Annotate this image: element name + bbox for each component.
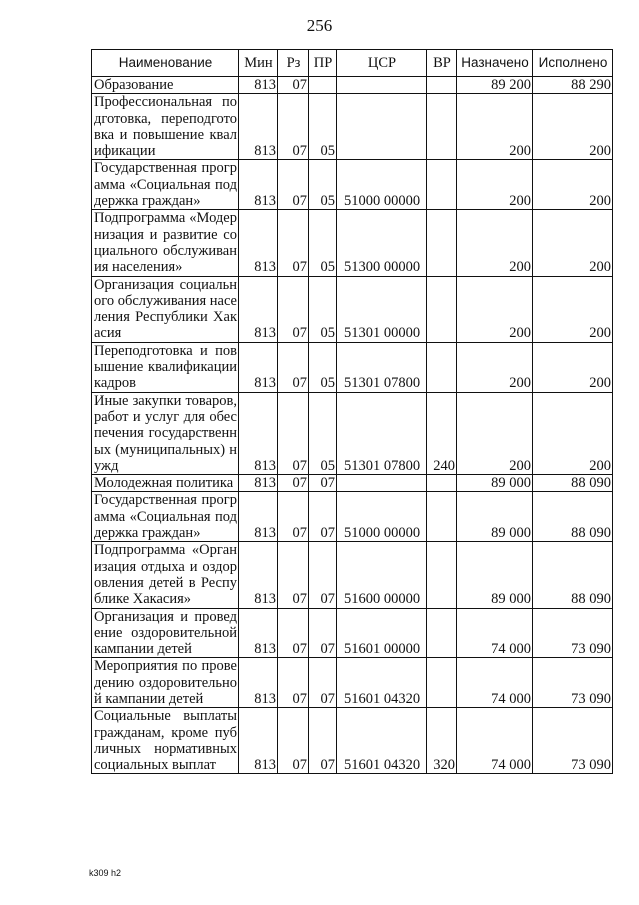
cell-executed: 88 090 — [533, 475, 613, 492]
cell-csr: 51000 00000 — [337, 492, 427, 542]
cell-rz: 07 — [278, 475, 309, 492]
column-header-name: Наименование — [92, 50, 239, 77]
footer-code: k309 h2 — [89, 868, 122, 878]
cell-csr — [337, 475, 427, 492]
cell-name: Молодежная политика — [92, 475, 239, 492]
cell-vr — [427, 210, 457, 276]
column-header-executed: Исполнено — [533, 50, 613, 77]
cell-assigned: 74 000 — [457, 708, 533, 774]
cell-assigned: 200 — [457, 342, 533, 392]
cell-rz: 07 — [278, 392, 309, 474]
cell-executed: 88 090 — [533, 492, 613, 542]
cell-min: 813 — [239, 542, 278, 608]
cell-pr: 05 — [309, 94, 337, 160]
cell-min: 813 — [239, 392, 278, 474]
cell-rz: 07 — [278, 608, 309, 658]
cell-vr: 320 — [427, 708, 457, 774]
cell-min: 813 — [239, 708, 278, 774]
cell-executed: 200 — [533, 276, 613, 342]
cell-vr: 240 — [427, 392, 457, 474]
cell-executed: 88 090 — [533, 542, 613, 608]
cell-csr: 51601 00000 — [337, 608, 427, 658]
column-header-vr: ВР — [427, 50, 457, 77]
table-row — [92, 708, 613, 774]
cell-min: 813 — [239, 276, 278, 342]
column-header-pr: ПР — [309, 50, 337, 77]
cell-assigned: 89 000 — [457, 542, 533, 608]
cell-name: Организация социального обслуживания населения Республики Хакасия — [92, 276, 239, 342]
table-body — [92, 77, 613, 774]
cell-min: 813 — [239, 210, 278, 276]
cell-min: 813 — [239, 160, 278, 210]
cell-assigned: 200 — [457, 392, 533, 474]
cell-pr: 07 — [309, 658, 337, 708]
cell-rz: 07 — [278, 77, 309, 94]
budget-table — [91, 49, 613, 774]
cell-name: Государственная программа «Социальная поддержка граждан» — [92, 492, 239, 542]
cell-rz: 07 — [278, 658, 309, 708]
cell-rz: 07 — [278, 542, 309, 608]
cell-name: Переподготовка и повышение квалификации кадров — [92, 342, 239, 392]
cell-vr — [427, 160, 457, 210]
cell-name: Образование — [92, 77, 239, 94]
cell-executed: 200 — [533, 94, 613, 160]
cell-assigned: 74 000 — [457, 608, 533, 658]
cell-assigned: 200 — [457, 160, 533, 210]
cell-csr — [337, 77, 427, 94]
cell-executed: 200 — [533, 160, 613, 210]
cell-assigned: 89 000 — [457, 492, 533, 542]
cell-csr: 51601 04320 — [337, 658, 427, 708]
table-row — [92, 658, 613, 708]
cell-min: 813 — [239, 342, 278, 392]
cell-name: Организация и проведение оздоровительной кампании детей — [92, 608, 239, 658]
cell-rz: 07 — [278, 492, 309, 542]
column-header-min: Мин — [239, 50, 278, 77]
cell-csr — [337, 94, 427, 160]
column-header-assigned: Назначено — [457, 50, 533, 77]
table-row — [92, 94, 613, 160]
cell-rz: 07 — [278, 160, 309, 210]
cell-name: Подпрограмма «Организация отдыха и оздоровления детей в Республике Хакасия» — [92, 542, 239, 608]
table-row — [92, 392, 613, 474]
cell-pr: 07 — [309, 492, 337, 542]
cell-min: 813 — [239, 608, 278, 658]
cell-assigned: 89 200 — [457, 77, 533, 94]
column-header-rz: Рз — [278, 50, 309, 77]
cell-executed: 88 290 — [533, 77, 613, 94]
table-row — [92, 475, 613, 492]
cell-vr — [427, 94, 457, 160]
cell-vr — [427, 77, 457, 94]
cell-executed: 73 090 — [533, 608, 613, 658]
cell-csr: 51301 07800 — [337, 342, 427, 392]
cell-name: Государственная программа «Социальная поддержка граждан» — [92, 160, 239, 210]
cell-min: 813 — [239, 492, 278, 542]
cell-name: Подпрограмма «Модернизация и развитие социального обслуживания населения» — [92, 210, 239, 276]
cell-vr — [427, 342, 457, 392]
cell-min: 813 — [239, 94, 278, 160]
cell-pr: 07 — [309, 608, 337, 658]
cell-executed: 73 090 — [533, 708, 613, 774]
cell-name: Мероприятия по проведению оздоровительной кампании детей — [92, 658, 239, 708]
cell-csr: 51600 00000 — [337, 542, 427, 608]
cell-pr: 07 — [309, 542, 337, 608]
table-row — [92, 342, 613, 392]
cell-min: 813 — [239, 475, 278, 492]
cell-min: 813 — [239, 658, 278, 708]
cell-rz: 07 — [278, 94, 309, 160]
cell-name: Социальные выплаты гражданам, кроме публичных нормативных социальных выплат — [92, 708, 239, 774]
table-row — [92, 160, 613, 210]
cell-executed: 200 — [533, 210, 613, 276]
column-header-csr: ЦСР — [337, 50, 427, 77]
cell-assigned: 200 — [457, 276, 533, 342]
cell-rz: 07 — [278, 342, 309, 392]
cell-name: Иные закупки товаров, работ и услуг для обеспечения государственных (муниципальных) нужд — [92, 392, 239, 474]
cell-min: 813 — [239, 77, 278, 94]
cell-pr: 05 — [309, 210, 337, 276]
cell-vr — [427, 542, 457, 608]
cell-pr: 05 — [309, 392, 337, 474]
table-row — [92, 276, 613, 342]
cell-csr: 51601 04320 — [337, 708, 427, 774]
cell-rz: 07 — [278, 708, 309, 774]
cell-pr: 05 — [309, 342, 337, 392]
cell-vr — [427, 276, 457, 342]
table-row — [92, 608, 613, 658]
table-header-row — [92, 50, 613, 77]
page-number: 256 — [306, 16, 333, 35]
table-row — [92, 542, 613, 608]
cell-csr: 51301 07800 — [337, 392, 427, 474]
cell-vr — [427, 608, 457, 658]
cell-pr: 05 — [309, 160, 337, 210]
cell-name: Профессиональная подготовка, переподготовка и повышение квалификации — [92, 94, 239, 160]
cell-executed: 73 090 — [533, 658, 613, 708]
cell-vr — [427, 492, 457, 542]
cell-csr: 51301 00000 — [337, 276, 427, 342]
cell-pr — [309, 77, 337, 94]
cell-csr: 51000 00000 — [337, 160, 427, 210]
cell-assigned: 200 — [457, 210, 533, 276]
cell-pr: 07 — [309, 708, 337, 774]
cell-pr: 07 — [309, 475, 337, 492]
cell-assigned: 89 000 — [457, 475, 533, 492]
cell-executed: 200 — [533, 392, 613, 474]
cell-csr: 51300 00000 — [337, 210, 427, 276]
cell-rz: 07 — [278, 276, 309, 342]
table-row — [92, 77, 613, 94]
cell-vr — [427, 658, 457, 708]
cell-assigned: 200 — [457, 94, 533, 160]
cell-vr — [427, 475, 457, 492]
table-row — [92, 210, 613, 276]
cell-assigned: 74 000 — [457, 658, 533, 708]
cell-rz: 07 — [278, 210, 309, 276]
table-row — [92, 492, 613, 542]
cell-pr: 05 — [309, 276, 337, 342]
cell-executed: 200 — [533, 342, 613, 392]
